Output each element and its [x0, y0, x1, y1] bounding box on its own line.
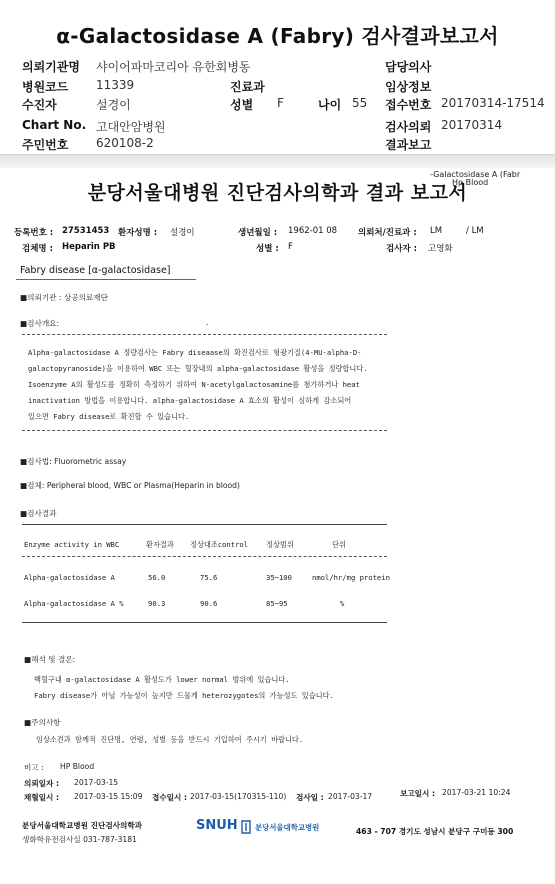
results-row-1-control: 75.6 — [200, 573, 218, 582]
results-row-2-patient: 90.3 — [148, 599, 166, 608]
test-name-underline — [16, 279, 196, 280]
exam-date-value: 2017-03-17 — [328, 792, 373, 801]
overview-label: ■검사개요: — [20, 319, 60, 328]
method-line: ■검사법: Fluorometric assay — [20, 457, 127, 466]
caution-label: ■주의사항 — [24, 718, 61, 727]
request-date-value: 2017-03-15 — [74, 778, 119, 787]
footer-address: 463 - 707 경기도 성남시 분당구 구미동 300 — [356, 827, 514, 836]
dept-label: 의뢰처/진료과 : — [358, 228, 417, 238]
header-value-chart-no: 고대안암병원 — [96, 120, 166, 134]
results-header-rule — [22, 556, 387, 557]
header-value-institution: 샤이어파마코리아 유한회병동 — [96, 60, 251, 74]
overview-bottom-rule — [22, 430, 387, 431]
header-label-hospital-code: 병원코드 — [22, 80, 69, 94]
footer-org: 분당서울대학교병원 진단검사의학과 — [22, 821, 143, 830]
results-row-1-name: Alpha-galactosidase A — [24, 573, 115, 582]
snuh-logo: SNUH — [196, 818, 238, 833]
collect-value: 2017-03-15 15:09 — [74, 792, 143, 801]
results-row-2-name: Alpha-galactosidase A % — [24, 599, 124, 608]
note-label: 비고 : — [24, 763, 44, 772]
note-value: HP Blood — [60, 762, 95, 771]
report-date-value: 2017-03-21 10:24 — [442, 788, 511, 797]
interp-line-2: Fabry disease가 아닐 가능성이 높지만 드물게 heterozygotes의 가능성도 있습니다. — [34, 691, 334, 700]
collect-label: 채혈일시 : — [24, 793, 60, 802]
header-label-patient: 수진자 — [22, 98, 57, 112]
results-top-rule — [22, 524, 387, 525]
header-value-age: 55 — [352, 96, 368, 110]
receipt-value: 2017-03-15(170315-110) — [190, 792, 287, 801]
header-value-resident-no: 620108-2 — [96, 136, 154, 150]
test-name: Fabry disease [α-galactosidase] — [20, 265, 171, 276]
patient-name-value: 설경이 — [170, 228, 195, 238]
header-label-request: 검사의뢰 — [385, 120, 432, 134]
overview-top-rule — [22, 334, 387, 335]
overview-line-4: inactivation 방법을 이용합니다. alpha-galactosidase A 효소의 활성이 심하게 감소되어 — [28, 396, 352, 405]
patient-name-label: 환자성명 : — [118, 228, 158, 238]
examiner-value: 고영화 — [428, 244, 453, 254]
overview-line-3: Isoenzyme A의 활성도를 정확히 측정하기 위하여 N-acetylgalactosamine를 첨가하거나 heat — [28, 380, 360, 389]
results-row-1-range: 35~100 — [266, 573, 292, 582]
results-row-2-range: 85~95 — [266, 599, 288, 608]
sex-value: F — [288, 242, 293, 252]
header-label-result-report: 결과보고 — [385, 138, 432, 152]
results-header-control: 정상대조control — [190, 540, 249, 549]
header-label-sex: 성별 — [230, 98, 254, 112]
snuh-logo-icon — [240, 820, 252, 834]
header-label-age: 나이 — [318, 98, 342, 112]
header-label-chart-no: Chart No. — [22, 118, 87, 132]
header-label-physician: 담당의사 — [385, 60, 432, 74]
request-date-label: 의뢰일자 : — [24, 779, 60, 788]
overview-line-5: 있으면 Fabry disease로 확진할 수 있습니다. — [28, 412, 190, 421]
snuh-logo-sub: 분당서울대학교병원 — [255, 823, 320, 832]
header-label-resident-no: 주민번호 — [22, 138, 69, 152]
overview-line-1: Alpha-galactosidase A 정량검사는 Fabry diseaase의 확진검사로 형광기질(4-MU-alpha-D- — [28, 348, 362, 357]
report-main-title: α-Galactosidase A (Fabry) 검사결과보고서 — [56, 24, 499, 48]
results-header-patient: 환자결과 — [146, 540, 174, 549]
overview-dot: . — [206, 318, 209, 327]
clinical-label: ■의뢰기관 : 상공의료재단 — [20, 293, 108, 302]
interp-label: ■해석 및 결론: — [24, 655, 76, 664]
header-label-receipt-no: 접수번호 — [385, 98, 432, 112]
stamp-specimen: Hp Blood — [452, 178, 489, 187]
results-row-2-control: 90.6 — [200, 599, 218, 608]
sample-line: ■검체: Peripheral blood, WBC or Plasma(Heparin in blood) — [20, 481, 240, 490]
report-date-label: 보고일시 : — [400, 789, 436, 798]
header-label-clinical-info: 임상정보 — [385, 80, 432, 94]
results-label: ■검사결과 — [20, 509, 57, 518]
results-header-enzyme: Enzyme activity in WBC — [24, 540, 120, 549]
header-value-patient: 설경이 — [96, 98, 131, 112]
stamp-test-name: -Galactosidase A (Fabr — [430, 170, 521, 179]
specimen-value: Heparin PB — [62, 242, 116, 252]
caution-text: 임상소견과 함께적 진단명, 연령, 성별 등을 반드시 기입하여 주시기 바랍니다. — [36, 735, 304, 744]
dept-value-1: LM — [430, 226, 443, 236]
header-label-institution: 의뢰기관명 — [22, 60, 80, 74]
overview-line-2: galactopyranoside)을 이용하여 WBC 또는 혈장내의 alpha-galactosidase 활성을 정량합니다. — [28, 364, 368, 373]
exam-date-label: 검사일 : — [296, 793, 324, 802]
header-label-department: 진료과 — [230, 80, 265, 94]
header-divider — [0, 154, 555, 168]
results-row-1-unit: nmol/hr/mg protein — [312, 573, 390, 582]
header-value-hospital-code: 11339 — [96, 78, 135, 92]
results-row-1-patient: 56.0 — [148, 573, 166, 582]
reg-no-label: 등록번호 : — [14, 228, 54, 238]
sex-label: 성별 : — [256, 244, 279, 254]
header-value-sex: F — [277, 96, 284, 110]
dept-value-2: / LM — [466, 226, 484, 236]
birth-value: 1962-01 08 — [288, 226, 338, 236]
results-header-range: 정상범위 — [266, 540, 294, 549]
receipt-label: 접수일시 : — [152, 793, 188, 802]
header-value-receipt-no: 20170314-17514 — [441, 96, 545, 110]
reg-no-value: 27531453 — [62, 226, 110, 236]
header-value-request: 20170314 — [441, 118, 503, 132]
examiner-label: 검사자 : — [386, 244, 417, 254]
interp-line-1: 백혈구내 α-galactosidase A 활성도가 lower normal 범위에 있습니다. — [34, 675, 290, 684]
specimen-label: 검체명 : — [22, 244, 53, 254]
results-row-2-unit: % — [340, 599, 345, 608]
report-title: 분당서울대병원 진단검사의학과 결과 보고서 — [87, 182, 468, 204]
footer-lab: 생화학유전검사실 031-787-3181 — [22, 835, 137, 844]
results-header-unit: 단위 — [332, 540, 346, 549]
results-bottom-rule — [22, 622, 387, 623]
birth-label: 생년월일 : — [238, 228, 278, 238]
